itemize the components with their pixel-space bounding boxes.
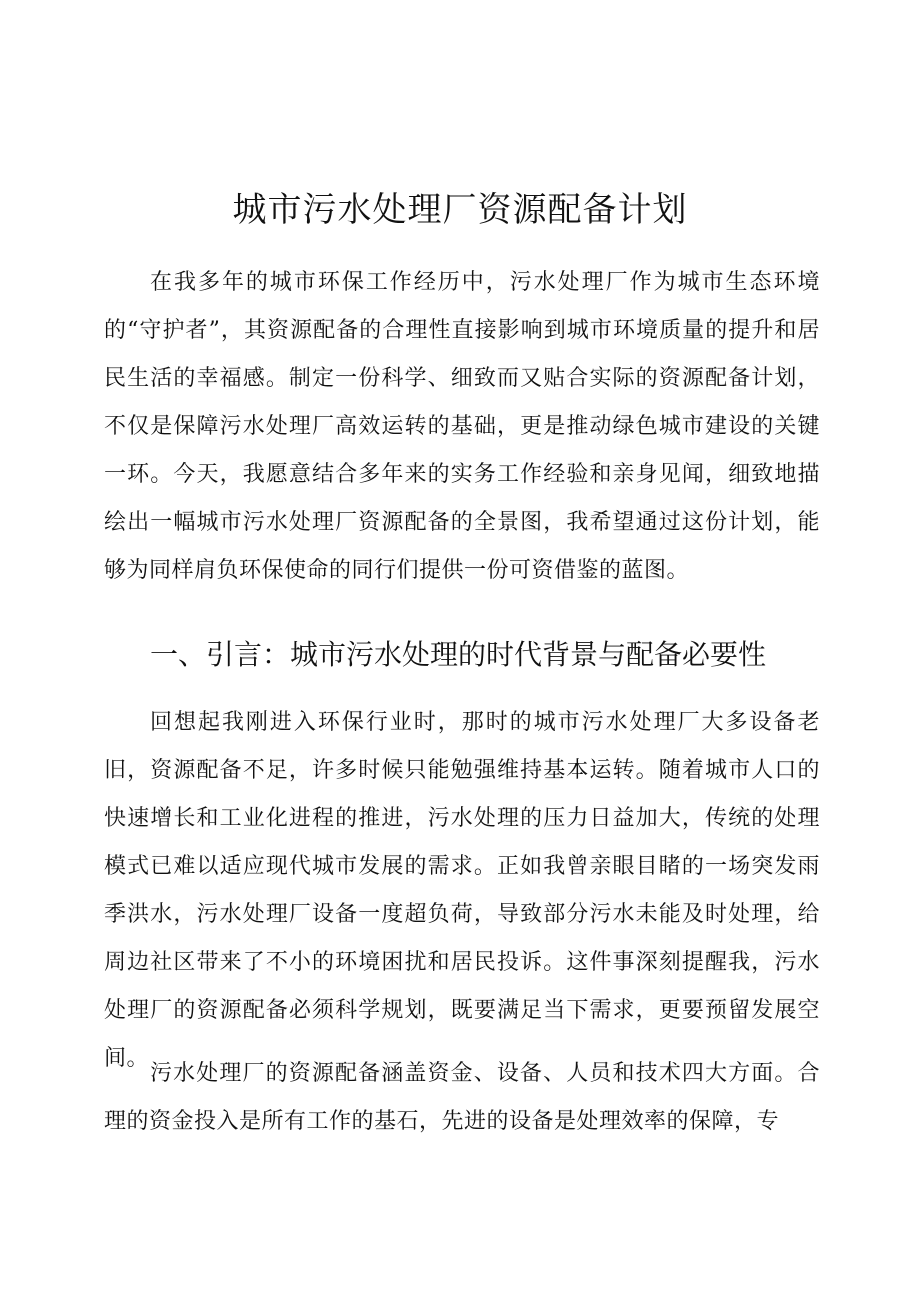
section-1-paragraph-2: 污水处理厂的资源配备涵盖资金、设备、人员和技术四大方面。合理的资金投入是所有工作的基石，先进的设备是处理效率的保障，专 [104, 1061, 820, 1134]
section-1-paragraph-1: 回想起我刚进入环保行业时，那时的城市污水处理厂大多设备老旧，资源配备不足，许多时候只能勉强维持基本运转。随着城市人口的快速增长和工业化进程的推进，污水处理的压力日益加大，传统的处理模式已难以适应现代城市发展的需求。正如我曾亲眼目睹的一场突发雨季洪水，污水处理厂设备一度超负荷，导致部分污水未能及时处理，给周边社区带来了不小的环境困扰和居民投诉。这件事深刻提醒我，污水处理厂的资源配备必须科学规划，既要满足当下需求，更要预留发展空间。 [104, 710, 820, 1071]
section-1-heading: 一、引言：城市污水处理的时代背景与配备必要性 [150, 638, 767, 671]
intro-paragraph: 在我多年的城市环保工作经历中，污水处理厂作为城市生态环境的“守护者”，其资源配备的合理性直接影响到城市环境质量的提升和居民生活的幸福感。制定一份科学、细致而又贴合实际的资源配备计划，不仅是保障污水处理厂高效运转的基础，更是推动绿色城市建设的关键一环。今天，我愿意结合多年来的实务工作经验和亲身见闻，细致地描绘出一幅城市污水处理厂资源配备的全景图，我希望通过这份计划，能够为同样肩负环保使命的同行们提供一份可资借鉴的蓝图。 [104, 270, 820, 583]
document-title: 城市污水处理厂资源配备计划 [232, 190, 688, 230]
